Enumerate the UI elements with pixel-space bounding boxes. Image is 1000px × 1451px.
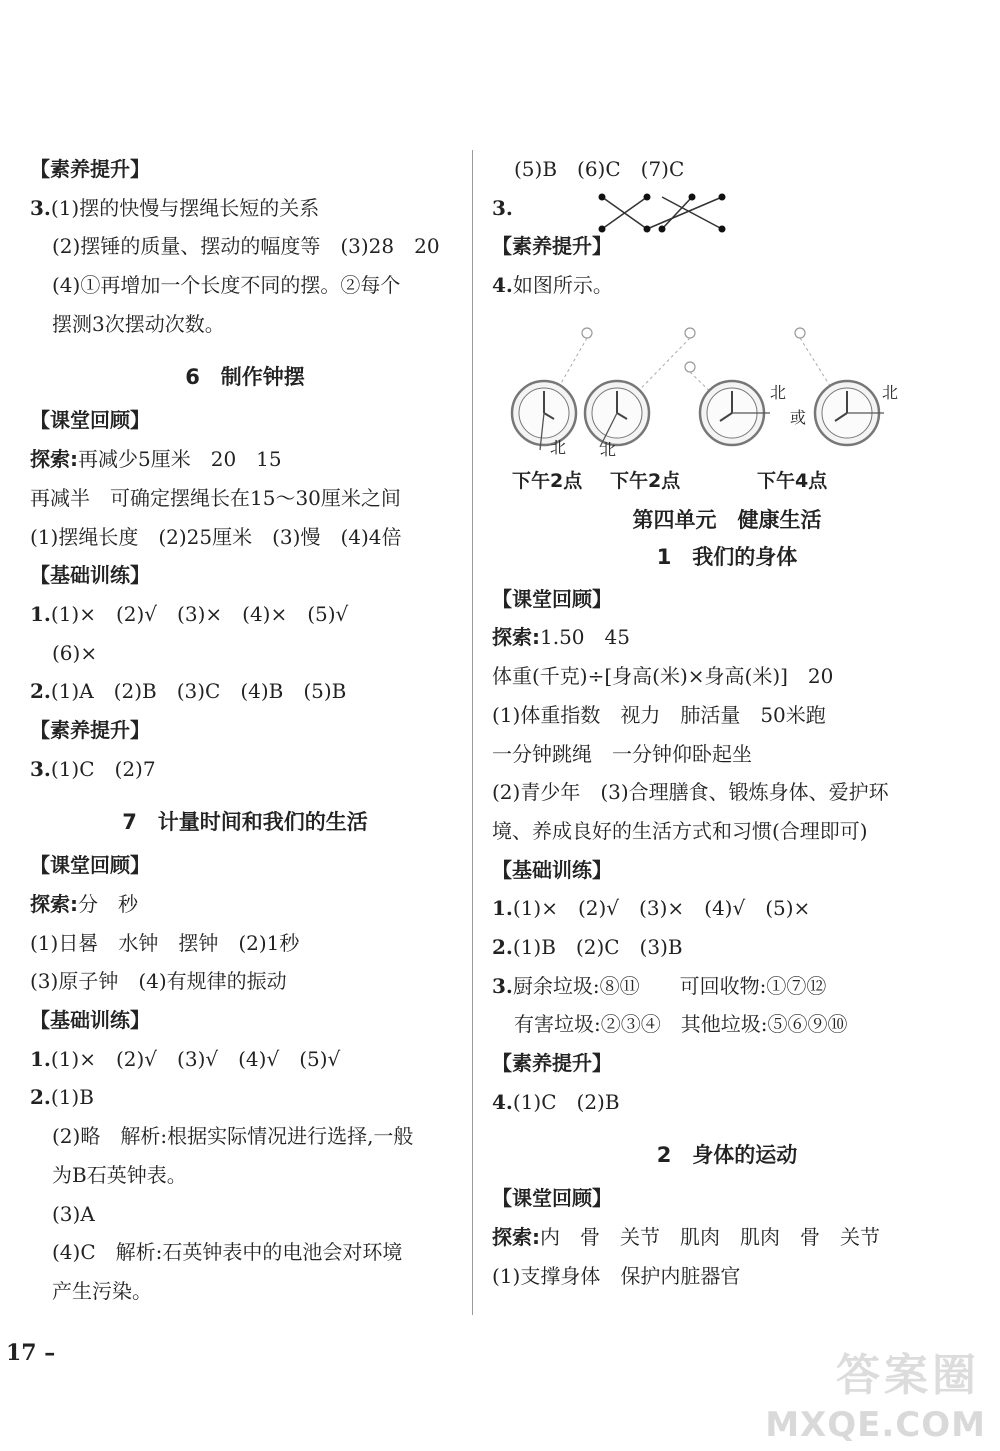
answer-line: 1.(1)× (2)√ (3)√ (4)√ (5)√ bbox=[30, 1046, 341, 1071]
answer-line: 体重(千克)÷[身高(米)×身高(米)] 20 bbox=[492, 664, 834, 689]
answer-line: (1)日晷 水钟 摆钟 (2)1秒 bbox=[30, 930, 300, 955]
section-header: 【基础训练】 bbox=[492, 857, 612, 882]
answer-line: (1)摆绳长度 (2)25厘米 (3)慢 (4)4倍 bbox=[30, 524, 402, 549]
answer-line: 有害垃圾:②③④ 其他垃圾:⑤⑥⑨⑩ bbox=[514, 1012, 848, 1037]
answer-line: 2.(1)A (2)B (3)C (4)B (5)B bbox=[30, 679, 347, 704]
clock-sun-diagram bbox=[492, 305, 962, 500]
column-divider bbox=[472, 150, 473, 1315]
answer-line: (6)× bbox=[52, 640, 98, 665]
matching-lines-diagram bbox=[592, 191, 732, 241]
section-header: 【课堂回顾】 bbox=[492, 586, 612, 611]
answer-line: (4)C 解析:石英钟表中的电池会对环境 bbox=[52, 1240, 403, 1265]
answer-line: 摆测3次摆动次数。 bbox=[52, 311, 225, 336]
answer-line: 2.(1)B (2)C (3)B bbox=[492, 934, 683, 959]
answer-line: 境、养成良好的生活方式和习惯(合理即可) bbox=[492, 818, 868, 843]
section-header: 【课堂回顾】 bbox=[492, 1186, 612, 1211]
answer-line: (2)摆锤的质量、摆动的幅度等 (3)28 20 bbox=[52, 234, 440, 259]
explore-line: 探索:内 骨 关节 肌肉 肌肉 骨 关节 bbox=[492, 1225, 880, 1250]
answer-line: 4.(1)C (2)B bbox=[492, 1089, 620, 1114]
answer-line: (4)①再增加一个长度不同的摆。②每个 bbox=[52, 273, 401, 298]
section-header: 【基础训练】 bbox=[30, 1008, 150, 1033]
watermark-url: MXQE.COM bbox=[765, 1405, 986, 1445]
answer-line: 3.(1)摆的快慢与摆绳长短的关系 bbox=[30, 195, 320, 220]
answer-line: 3. bbox=[492, 189, 962, 228]
svg-text:下午2点: 下午2点 bbox=[512, 469, 583, 492]
answer-line: (5)B (6)C (7)C bbox=[514, 157, 685, 181]
svg-text:下午4点: 下午4点 bbox=[757, 469, 828, 492]
left-column bbox=[30, 150, 460, 1311]
answer-line: 2.(1)B bbox=[30, 1085, 94, 1110]
answer-line: 3.厨余垃圾:⑧⑪ 可回收物:①⑦⑫ bbox=[492, 973, 827, 998]
svg-text:北: 北 bbox=[600, 439, 617, 459]
answer-line: (3)原子钟 (4)有规律的振动 bbox=[30, 969, 287, 994]
answer-line: 再减半 可确定摆绳长在15～30厘米之间 bbox=[30, 485, 401, 510]
explore-line: 探索:1.50 45 bbox=[492, 625, 630, 650]
answer-line: (2)青少年 (3)合理膳食、锻炼身体、爱护环 bbox=[492, 780, 889, 805]
svg-text:或: 或 bbox=[790, 407, 807, 427]
section-header: 【素养提升】 bbox=[492, 1051, 612, 1075]
section-header: 【素养提升】 bbox=[30, 157, 150, 181]
watermark-logo: 答案圈 bbox=[836, 1350, 980, 1401]
answer-line: (3)A bbox=[52, 1201, 95, 1226]
svg-text:下午2点: 下午2点 bbox=[610, 469, 681, 492]
answer-line: 一分钟跳绳 一分钟仰卧起坐 bbox=[492, 741, 752, 766]
right-column bbox=[492, 150, 962, 1295]
answer-line: 1.(1)× (2)√ (3)× (4)× (5)√ bbox=[30, 601, 349, 626]
answer-line: (2)略 解析:根据实际情况进行选择,一般 bbox=[52, 1124, 414, 1149]
svg-text:北: 北 bbox=[550, 437, 567, 457]
lesson-title: 6 制作钟摆 bbox=[185, 365, 305, 390]
answer-line: 为B石英钟表。 bbox=[52, 1162, 187, 1187]
lesson-title: 1 我们的身体 bbox=[656, 544, 798, 569]
page-number: 17 – bbox=[6, 1340, 56, 1366]
unit-title: 第四单元 健康生活 bbox=[632, 507, 822, 532]
answer-line: (1)支撑身体 保护内脏器官 bbox=[492, 1263, 741, 1288]
svg-text:北: 北 bbox=[770, 382, 787, 402]
section-header: 【素养提升】 bbox=[492, 234, 612, 259]
section-header: 【基础训练】 bbox=[30, 563, 150, 588]
answer-line: 4.如图所示。 bbox=[492, 273, 613, 298]
explore-line: 探索:分 秒 bbox=[30, 892, 138, 916]
explore-line: 探索:再减少5厘米 20 15 bbox=[30, 447, 282, 472]
answer-line: 产生污染。 bbox=[52, 1278, 152, 1303]
answer-line: (1)体重指数 视力 肺活量 50米跑 bbox=[492, 702, 826, 727]
svg-text:北: 北 bbox=[882, 382, 899, 402]
section-header: 【素养提升】 bbox=[30, 717, 150, 742]
lesson-title: 7 计量时间和我们的生活 bbox=[122, 810, 368, 835]
section-header: 【课堂回顾】 bbox=[30, 408, 150, 433]
sun-icon bbox=[582, 328, 805, 372]
clock-sun-figure bbox=[492, 305, 962, 500]
lesson-title: 2 身体的运动 bbox=[656, 1143, 798, 1168]
section-header: 【课堂回顾】 bbox=[30, 853, 150, 878]
answer-line: 3.(1)C (2)7 bbox=[30, 756, 156, 781]
answer-line: 1.(1)× (2)√ (3)× (4)√ (5)× bbox=[492, 896, 811, 921]
